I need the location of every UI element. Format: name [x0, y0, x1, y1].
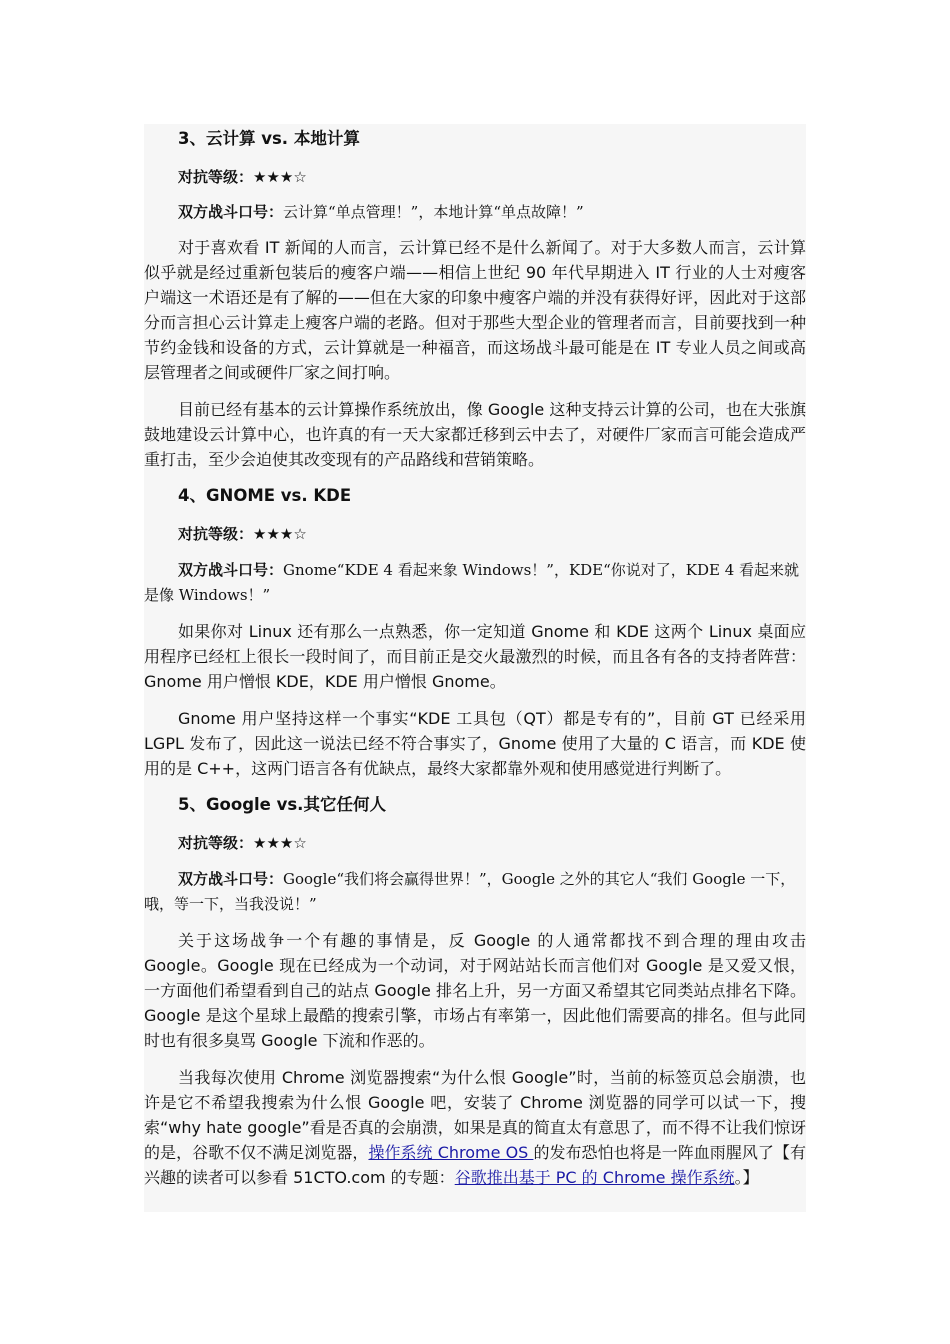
paragraph-text: 。】 [734, 1168, 759, 1187]
section-4-heading: 4、GNOME vs. KDE [178, 486, 352, 505]
section-4-rating [144, 521, 840, 547]
section-5-heading: 5、Google vs.其它任何人 [178, 795, 386, 814]
paragraph-text: 当我每次使用 Chrome 浏览器搜索“为什么恨 Google”时，当前的标签页总会崩溃，也许是它不希望我搜索为什么恨 Google 吧，安装了 Chrome 浏览器的同学可以试一下，搜索“why hate google”看是否真的会崩溃，如果是真的简直太有意思了，而不得不让我们惊讶的是，谷歌不仅不满足浏览器， [144, 1068, 806, 1162]
rating-label: 对抗等级： [178, 168, 254, 186]
slogan-text: Google“我们将会赢得世界！”，Google 之外的其它人“我们 Google 一下，哦，等一下，当我没说！” [144, 870, 796, 913]
slogan-label: 双方战斗口号： [178, 203, 284, 221]
chrome-os-topic-link[interactable]: 谷歌推出基于 PC 的 Chrome 操作系统 [454, 1168, 735, 1187]
rating-label: 对抗等级： [178, 834, 254, 852]
section-5-paragraph-1: 关于这场战争一个有趣的事情是，反 Google 的人通常都找不到合理的理由攻击 Google。Google 现在已经成为一个动词，对于网站站长而言他们对 Google 是又爱又恨，一方面他们希望看到自己的站点 Google 排名上升，另一方面又希望其它同类站点排名下降。Google 是这个星球上最酷的搜索引擎，市场占有率第一，因此他们需要高的排名。但与此同时也有很多臭骂 Google 下流和作恶的。 [144, 931, 806, 1050]
section-5-slogan [144, 867, 806, 917]
section-4-slogan [144, 558, 806, 608]
slogan-label: 双方战斗口号： [178, 561, 284, 579]
rating-stars: ★★★☆ [253, 525, 307, 543]
slogan-text: Gnome“KDE 4 看起来象 Windows！”，KDE“你说对了，KDE 4 看起来就是像 Windows！” [144, 561, 800, 604]
rating-stars: ★★★☆ [253, 834, 307, 852]
slogan-label: 双方战斗口号： [178, 870, 284, 888]
section-3-slogan [144, 200, 806, 225]
section-5-paragraph-2 [144, 1065, 806, 1190]
rating-stars: ★★★☆ [253, 168, 307, 186]
section-3-heading: 3、云计算 vs. 本地计算 [178, 129, 360, 148]
section-3-paragraph-2: 目前已经有基本的云计算操作系统放出，像 Google 这种支持云计算的公司，也在大张旗鼓地建设云计算中心，也许真的有一天大家都迁移到云中去了，对硬件厂家而言可能会造成严重打击，至少会迫使其改变现有的产品路线和营销策略。 [144, 400, 806, 469]
section-4-paragraph-2: Gnome 用户坚持这样一个事实“KDE 工具包（QT）都是专有的”，目前 GT 已经采用 LGPL 发布了，因此这一说法已经不符合事实了，Gnome 使用了大量的 C 语言，而 KDE 使用的是 C++，这两门语言各有优缺点，最终大家都靠外观和使用感觉进行判断了。 [144, 709, 806, 778]
slogan-text: 云计算“单点管理！”，本地计算“单点故障！” [283, 203, 584, 221]
document-content [144, 124, 806, 1212]
chrome-os-link[interactable]: 操作系统 Chrome OS [368, 1143, 534, 1162]
rating-label: 对抗等级： [178, 525, 254, 543]
paragraph-text: 的发布恐怕也将是一阵血雨腥风了【有兴趣的读者可以参看 51CTO.com 的专题： [144, 1143, 806, 1187]
section-3-paragraph-1: 对于喜欢看 IT 新闻的人而言，云计算已经不是什么新闻了。对于大多数人而言，云计算似乎就是经过重新包装后的瘦客户端——相信上世纪 90 年代早期进入 IT 行业的人士对瘦客户端这一术语还是有了解的——但在大家的印象中瘦客户端的并没有获得好评，因此对于这部分而言担心云计算走上瘦客户端的老路。但对于那些大型企业的管理者而言，目前要找到一种节约金钱和设备的方式，云计算就是一种福音，而这场战斗最可能是在 IT 专业人员之间或高层管理者之间或硬件厂家之间打响。 [144, 238, 806, 382]
section-3-rating [144, 164, 840, 190]
section-5-rating [144, 830, 840, 856]
section-4-paragraph-1: 如果你对 Linux 还有那么一点熟悉，你一定知道 Gnome 和 KDE 这两个 Linux 桌面应用程序已经杠上很长一段时间了，而目前正是交火最激烈的时候，而且各有各的支持者阵营：Gnome 用户憎恨 KDE，KDE 用户憎恨 Gnome。 [144, 622, 806, 691]
